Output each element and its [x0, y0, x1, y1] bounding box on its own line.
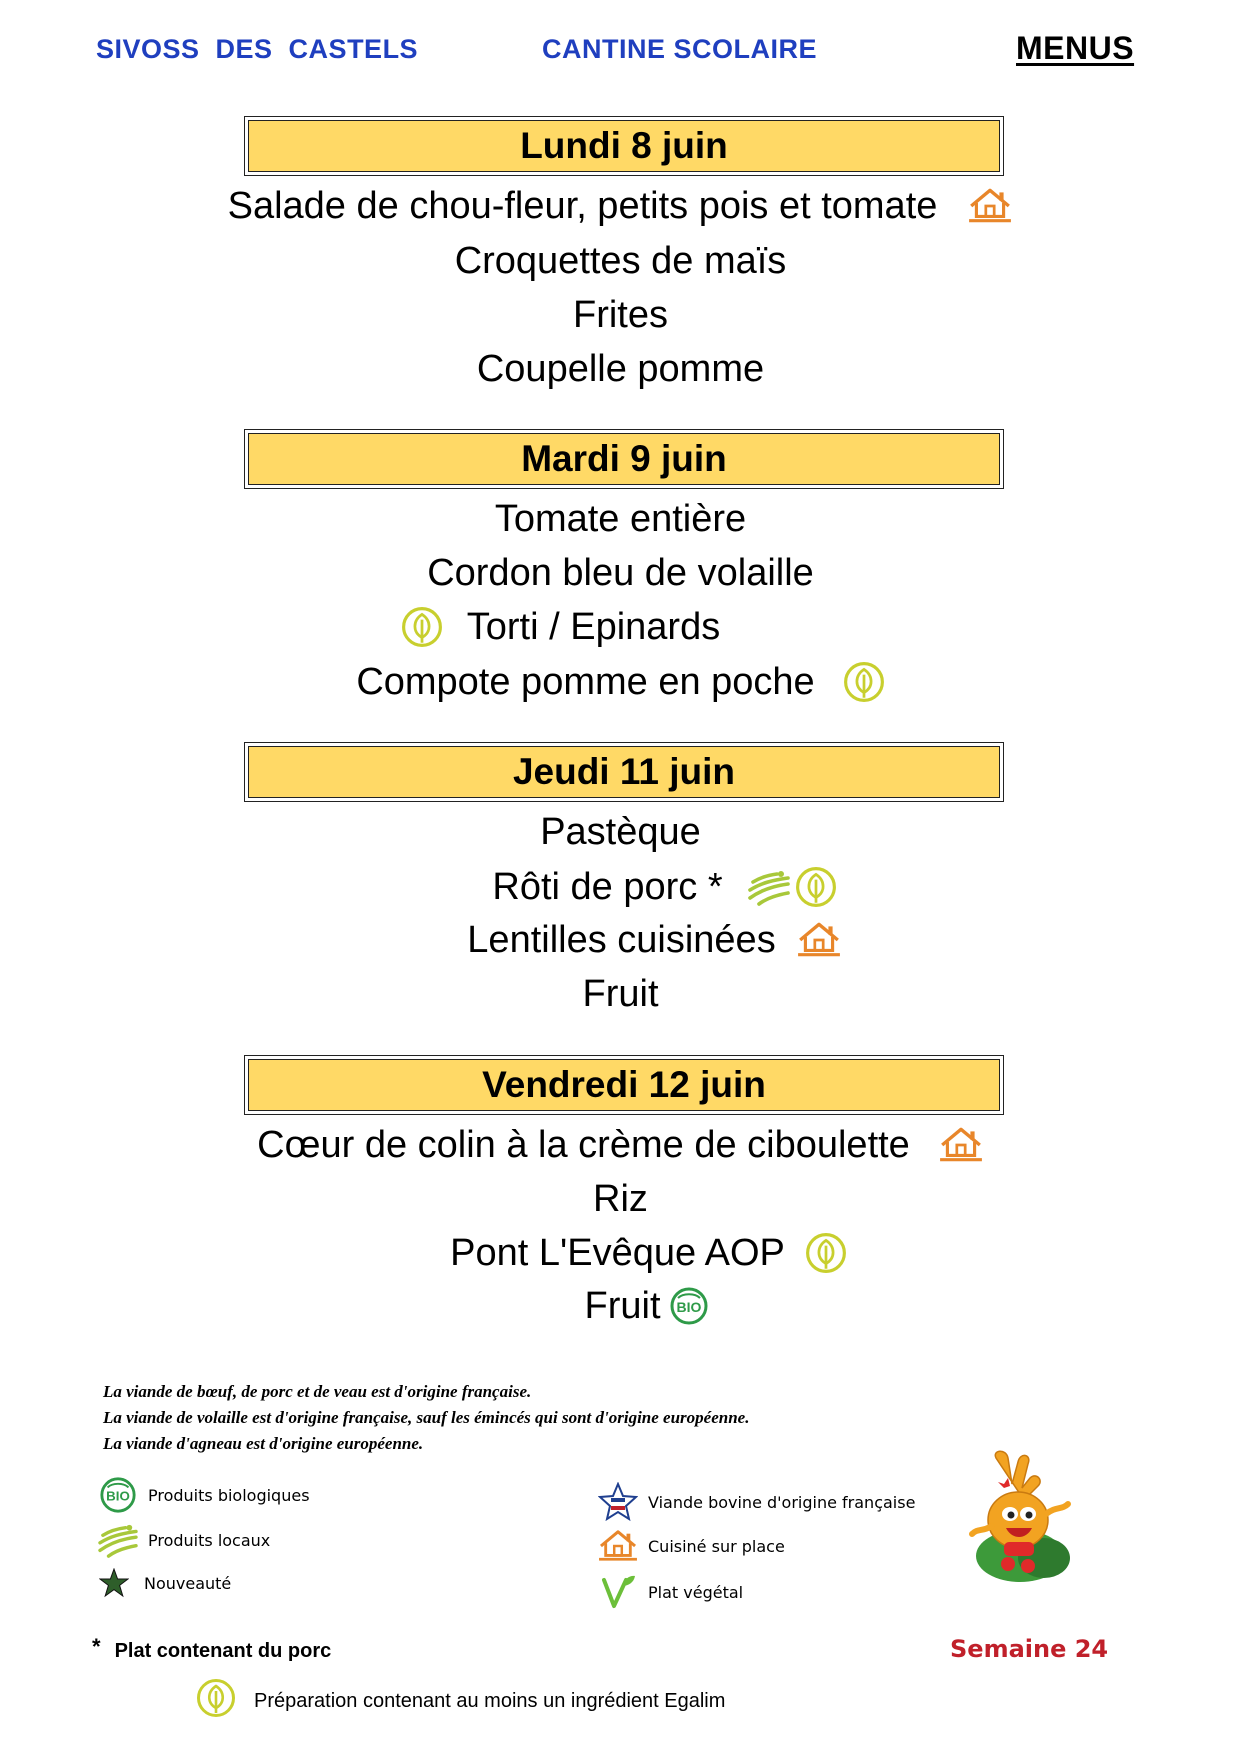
egalim-note-text: Préparation contenant au moins un ingrédient Egalim	[254, 1689, 726, 1712]
dish-item	[0, 547, 1241, 599]
organization-name: SIVOSS DES CASTELS	[96, 34, 419, 64]
day-header-lundi	[244, 116, 1004, 176]
star-icon	[99, 1568, 129, 1598]
house-icon	[796, 920, 842, 960]
dish-item	[0, 601, 1181, 653]
dish-name: Tomate entière	[494, 497, 747, 540]
local-fields-icon	[97, 1522, 139, 1558]
legend-new	[92, 1568, 231, 1598]
origin-note: La viande de bœuf, de porc et de veau est d'origine française.	[103, 1382, 532, 1401]
dish-item	[0, 235, 1241, 287]
dish-name: Pastèque	[540, 810, 701, 853]
legend-local	[96, 1522, 270, 1558]
house-icon	[597, 1528, 639, 1564]
day-header-vendredi	[244, 1055, 1004, 1115]
dish-item	[0, 180, 1241, 232]
day-header-mardi	[244, 429, 1004, 489]
origin-note: La viande de volaille est d'origine française, sauf les émincés qui sont d'origine européenne.	[103, 1408, 750, 1427]
dish-item	[44, 861, 1241, 913]
pork-note-text: Plat contenant du porc	[114, 1640, 332, 1662]
legend-beef	[596, 1482, 915, 1522]
dish-item	[28, 1227, 1241, 1279]
day-label: Jeudi 11 juin	[248, 746, 1000, 798]
day-header-jeudi	[244, 742, 1004, 802]
page-title: MENUS	[1016, 30, 1135, 66]
day-label: Mardi 9 juin	[248, 433, 1000, 485]
house-icon	[938, 1125, 984, 1165]
egalim-leaf-icon	[843, 661, 885, 703]
legend-label: Cuisiné sur place	[648, 1536, 785, 1556]
legend-label: Produits locaux	[148, 1530, 271, 1550]
origin-note: La viande d'agneau est d'origine européenne.	[103, 1434, 424, 1453]
dish-name: Pont L'Evêque AOP	[450, 1231, 785, 1274]
asterisk-symbol: *	[92, 1634, 101, 1659]
dish-name: Croquettes de maïs	[454, 239, 787, 282]
dish-name: Torti / Epinards	[466, 605, 721, 648]
dish-item	[0, 493, 1241, 545]
day-label: Vendredi 12 juin	[248, 1059, 1000, 1111]
egalim-leaf-icon	[795, 866, 837, 908]
dish-item	[0, 343, 1241, 395]
dish-item	[0, 656, 1241, 708]
dish-name: Frites	[573, 293, 668, 336]
dish-item	[26, 1280, 1241, 1332]
egalim-leaf-icon	[196, 1678, 236, 1718]
dish-name: Cordon bleu de volaille	[427, 551, 814, 594]
local-fields-icon	[747, 867, 791, 907]
service-name: CANTINE SCOLAIRE	[542, 34, 818, 64]
dish-item	[0, 806, 1241, 858]
legend-veg	[596, 1572, 743, 1612]
dish-name: Lentilles cuisinées	[467, 918, 776, 961]
dish-name: Coupelle pomme	[476, 347, 765, 390]
vegetable-v-icon	[598, 1572, 638, 1612]
dish-item	[0, 1173, 1241, 1225]
dish-name: Rôti de porc *	[492, 865, 723, 908]
week-label: Semaine 24	[950, 1635, 1109, 1663]
legend-label: Produits biologiques	[148, 1485, 310, 1505]
house-icon	[967, 186, 1013, 226]
legend-label: Nouveauté	[144, 1573, 232, 1593]
legend-label: Plat végétal	[648, 1582, 744, 1602]
dish-name: Fruit	[584, 1284, 661, 1327]
egalim-leaf-icon	[401, 606, 443, 648]
dish-name: Salade de chou-fleur, petits pois et tomate	[227, 184, 938, 227]
dish-item	[0, 968, 1241, 1020]
mascot-illustration	[958, 1448, 1088, 1588]
legend-bio	[96, 1476, 310, 1514]
bio-icon	[99, 1476, 137, 1514]
legend-label: Viande bovine d'origine française	[648, 1492, 916, 1512]
dish-name: Cœur de colin à la crème de ciboulette	[257, 1123, 910, 1166]
pork-note	[92, 1634, 332, 1663]
bio-icon	[669, 1286, 709, 1326]
egalim-leaf-icon	[805, 1232, 847, 1274]
dish-name: Fruit	[582, 972, 659, 1015]
legend-cooked	[596, 1528, 785, 1564]
french-beef-logo-icon	[598, 1482, 638, 1522]
dish-name: Compote pomme en poche	[356, 660, 815, 703]
dish-item	[0, 1119, 1241, 1171]
day-label: Lundi 8 juin	[248, 120, 1000, 172]
dish-item	[34, 914, 1241, 966]
dish-name: Riz	[593, 1177, 648, 1220]
egalim-note	[196, 1678, 725, 1724]
dish-item	[0, 289, 1241, 341]
